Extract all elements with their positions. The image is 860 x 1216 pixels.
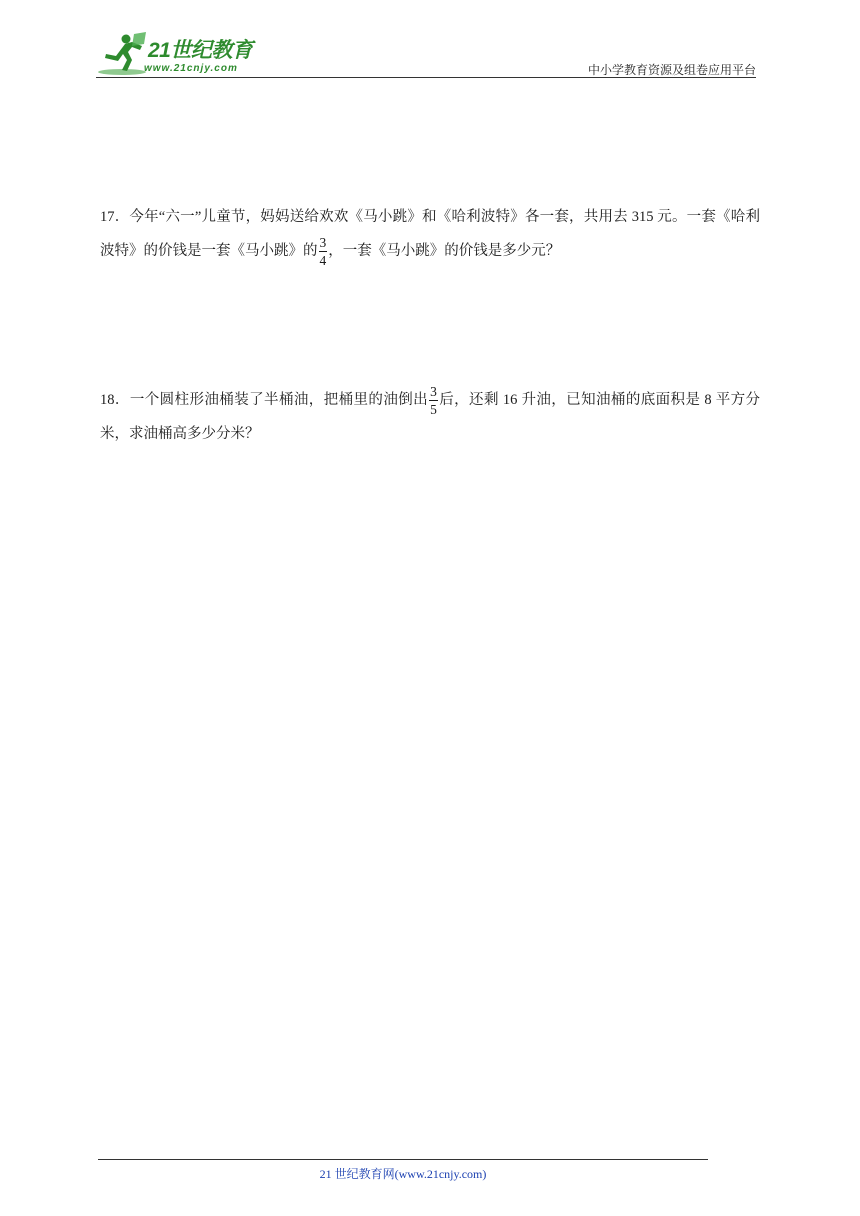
question-number: 17． (100, 209, 130, 225)
site-logo (96, 30, 266, 78)
header-divider (96, 77, 756, 78)
footer-link[interactable]: 21 世纪教育网(www.21cnjy.com) (319, 1167, 487, 1181)
footer-divider (98, 1159, 708, 1160)
question-text-continued: ，一套《马小跳》的价钱是多少元？ (328, 243, 561, 259)
fraction (319, 236, 328, 268)
fraction-numerator: 3 (430, 383, 437, 399)
fraction (429, 385, 438, 417)
fraction-denominator: 5 (430, 402, 437, 418)
fraction-numerator: 3 (319, 234, 327, 250)
question-17 (100, 200, 760, 268)
page-header (96, 30, 756, 78)
fraction-denominator: 4 (319, 253, 327, 269)
logo-url-text: www.21cnjy.com (144, 63, 238, 74)
fraction-bar (429, 400, 438, 401)
question-text: 今年“六一”儿童节，妈妈送给欢欢《马小跳》和《哈利波特》各一套，共用去 315 元。一套《哈利波特》的价钱是一套《马小跳》的 (100, 209, 760, 259)
fraction-bar (319, 251, 328, 252)
question-number: 18． (100, 392, 130, 408)
logo-brand-text: 21世纪教育 (148, 39, 253, 62)
question-18 (100, 383, 760, 451)
question-text-continued: 后，还剩 16 升油，已知油桶的底面积是 8 平方分米，求油桶高多少分米？ (100, 392, 761, 442)
question-text: 一个圆柱形油桶装了半桶油，把桶里的油倒出 (129, 392, 429, 408)
platform-title: 中小学教育资源及组卷应用平台 (587, 63, 756, 77)
